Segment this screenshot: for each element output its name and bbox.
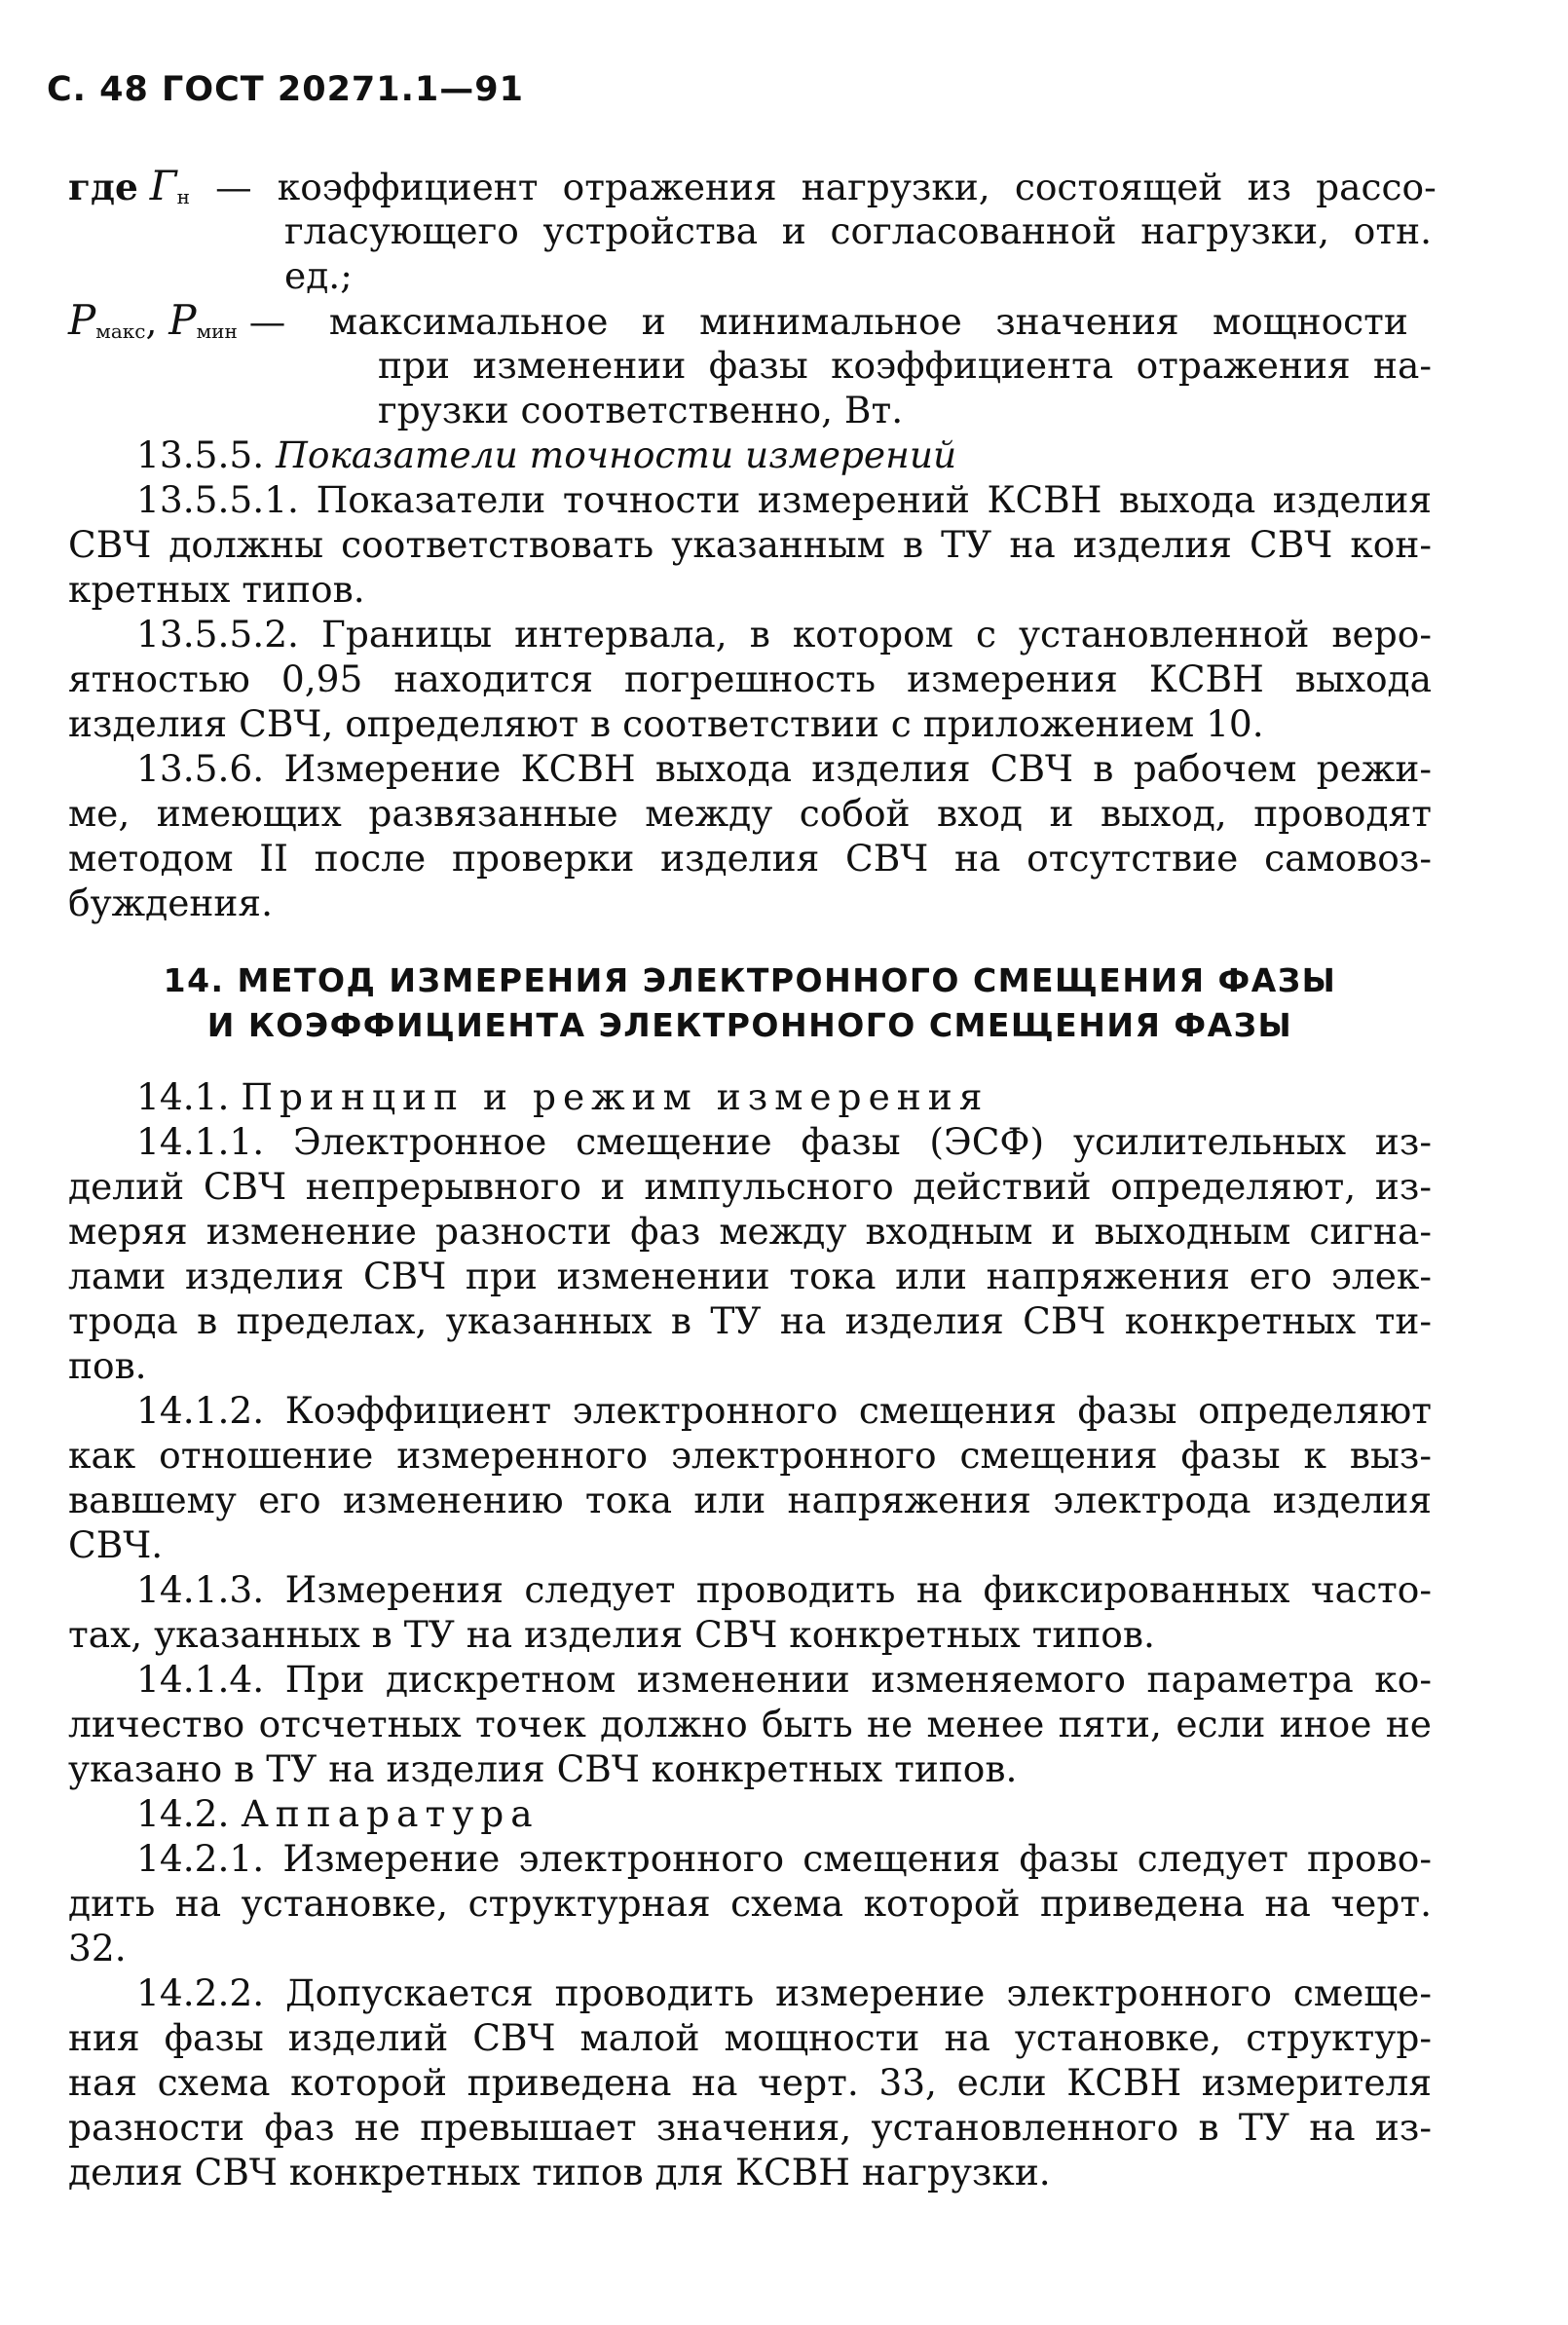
p-14-1-2-line: вавшему его изменению тока или напряжения электрода изделия <box>68 1479 1432 1521</box>
p-14-1-1-line: трода в пределах, указанных в ТУ на изделия СВЧ конкретных ти- <box>68 1299 1432 1342</box>
legend-gamma-subscript: н <box>176 185 190 208</box>
paragraph-13-5-6 <box>68 746 1432 925</box>
p-14-2-1-line: 14.2.1. Измерение электронного смещения фазы следует прово- <box>136 1837 1432 1880</box>
paragraph-14-2-1 <box>68 1836 1432 1970</box>
sub-13-5-5-number: 13.5.5. <box>136 433 265 476</box>
body-section-13 <box>68 432 1432 925</box>
legend-gamma-line3: ед.; <box>284 254 353 297</box>
p-13-5-5-2-line: 13.5.5.2. Границы интервала, в котором с установленной веро- <box>136 613 1432 656</box>
p-14-1-4-line: личество отсчетных точек должно быть не менее пяти, если иное не <box>68 1703 1432 1745</box>
body-section-14 <box>68 1074 1432 2194</box>
p-13-5-5-2-line: изделия СВЧ, определяют в соответствии с приложением 10. <box>68 702 1264 745</box>
p-14-2-2-line: делия СВЧ конкретных типов для КСВН нагрузки. <box>68 2151 1051 2194</box>
sub-14-2 <box>68 1791 1432 1836</box>
p-14-1-4-line: указано в ТУ на изделия СВЧ конкретных типов. <box>68 1747 1018 1790</box>
p-14-1-1-line: лами изделия СВЧ при изменении тока или напряжения его элек- <box>68 1255 1432 1297</box>
legend-pmax-symbol: P <box>68 296 96 344</box>
legend-power-line2: при изменении фазы коэффициента отражения на- <box>378 344 1432 387</box>
sub-14-1-number: 14.1. <box>136 1075 230 1118</box>
legend-block <box>68 162 1437 432</box>
legend-power-line3: грузки соответственно, Вт. <box>378 389 904 431</box>
p-14-2-2-line: 14.2.2. Допускается проводить измерение электронного смеще- <box>136 1971 1432 2014</box>
p-13-5-6-line: методом II после проверки изделия СВЧ на отсутствие самовоз- <box>68 837 1432 880</box>
p-14-2-2-line: ная схема которой приведена на черт. 33, если КСВН измерителя <box>68 2061 1432 2104</box>
p-13-5-5-1-line: СВЧ должны соответствовать указанным в ТУ на изделия СВЧ кон- <box>68 523 1432 566</box>
sub-13-5-5 <box>68 432 1432 477</box>
legend-dash: — <box>215 166 252 208</box>
legend-comma: , <box>145 300 158 343</box>
p-13-5-6-line: ме, имеющих развязанные между собой вход и выход, проводят <box>68 792 1432 835</box>
sub-14-1-title: Принцип и режим измерения <box>241 1075 989 1118</box>
p-14-1-2-line: 14.1.2. Коэффициент электронного смещения фазы определяют <box>136 1389 1432 1432</box>
p-14-2-2-line: ния фазы изделий СВЧ малой мощности на установке, структур- <box>68 2016 1432 2059</box>
legend-dash-2: — <box>248 300 286 343</box>
legend-where-label: где <box>68 166 138 208</box>
paragraph-14-1-2 <box>68 1388 1432 1567</box>
p-14-1-1-line: 14.1.1. Электронное смещение фазы (ЭСФ) усилительных из- <box>136 1120 1432 1163</box>
p-14-1-2-line: как отношение измеренного электронного смещения фазы к выз- <box>68 1434 1432 1477</box>
paragraph-14-1-3 <box>68 1567 1432 1657</box>
p-14-1-1-line: пов. <box>68 1344 147 1387</box>
section-14-heading-line: 14. МЕТОД ИЗМЕРЕНИЯ ЭЛЕКТРОННОГО СМЕЩЕНИЯ ФАЗЫ <box>163 961 1337 999</box>
p-13-5-6-line: буждения. <box>68 881 273 924</box>
paragraph-14-1-4 <box>68 1657 1432 1791</box>
legend-pmax-subscript: макс <box>95 319 146 343</box>
paragraph-14-1-1 <box>68 1119 1432 1388</box>
sub-14-2-title: Аппаратура <box>241 1792 540 1835</box>
p-14-2-1-line: 32. <box>68 1927 127 1969</box>
p-13-5-6-line: 13.5.6. Измерение КСВН выхода изделия СВЧ в рабочем режи- <box>136 747 1432 790</box>
legend-gamma-row <box>68 162 1437 209</box>
legend-gamma-line2: гласующего устройства и согласованной нагрузки, отн. <box>284 209 1432 252</box>
p-14-2-1-line: дить на установке, структурная схема которой приведена на черт. <box>68 1882 1432 1925</box>
sub-13-5-5-title: Показатели точности измерений <box>276 433 957 476</box>
page-header: С. 48 ГОСТ 20271.1—91 <box>47 70 524 109</box>
p-14-1-2-line: СВЧ. <box>68 1523 164 1566</box>
p-13-5-5-2-line: ятностью 0,95 находится погрешность измерения КСВН выхода <box>68 657 1432 700</box>
paragraph-14-2-2 <box>68 1970 1432 2194</box>
legend-pmin-symbol: P <box>168 296 197 344</box>
paragraph-13-5-5-2 <box>68 612 1432 746</box>
p-14-1-3-line: тах, указанных в ТУ на изделия СВЧ конкретных типов. <box>68 1613 1155 1656</box>
legend-power-line1: максимальное и минимальное значения мощности <box>328 300 1408 343</box>
p-13-5-5-1-line: кретных типов. <box>68 568 365 611</box>
legend-power-row <box>68 298 1432 343</box>
p-14-1-4-line: 14.1.4. При дискретном изменении изменяемого параметра ко- <box>136 1658 1432 1701</box>
legend-pmin-subscript: мин <box>196 319 238 343</box>
paragraph-13-5-5-1 <box>68 477 1432 612</box>
p-14-2-2-line: разности фаз не превышает значения, установленного в ТУ на из- <box>68 2106 1432 2149</box>
p-14-1-1-line: делий СВЧ непрерывного и импульсного действий определяют, из- <box>68 1165 1432 1208</box>
section-14-heading <box>68 958 1432 1048</box>
p-14-1-3-line: 14.1.3. Измерения следует проводить на фиксированных часто- <box>136 1568 1432 1611</box>
p-13-5-5-1-line: 13.5.5.1. Показатели точности измерений КСВН выхода изделия <box>136 478 1432 521</box>
legend-gamma-line1: коэффициент отражения нагрузки, состоящей из рассо- <box>277 166 1437 208</box>
sub-14-2-number: 14.2. <box>136 1792 230 1835</box>
legend-gamma-symbol: Г <box>149 162 177 209</box>
sub-14-1 <box>68 1074 1432 1119</box>
p-14-1-1-line: меряя изменение разности фаз между входным и выходным сигна- <box>68 1210 1432 1253</box>
section-14-heading-line: И КОЭФФИЦИЕНТА ЭЛЕКТРОННОГО СМЕЩЕНИЯ ФАЗЫ <box>206 1006 1293 1044</box>
